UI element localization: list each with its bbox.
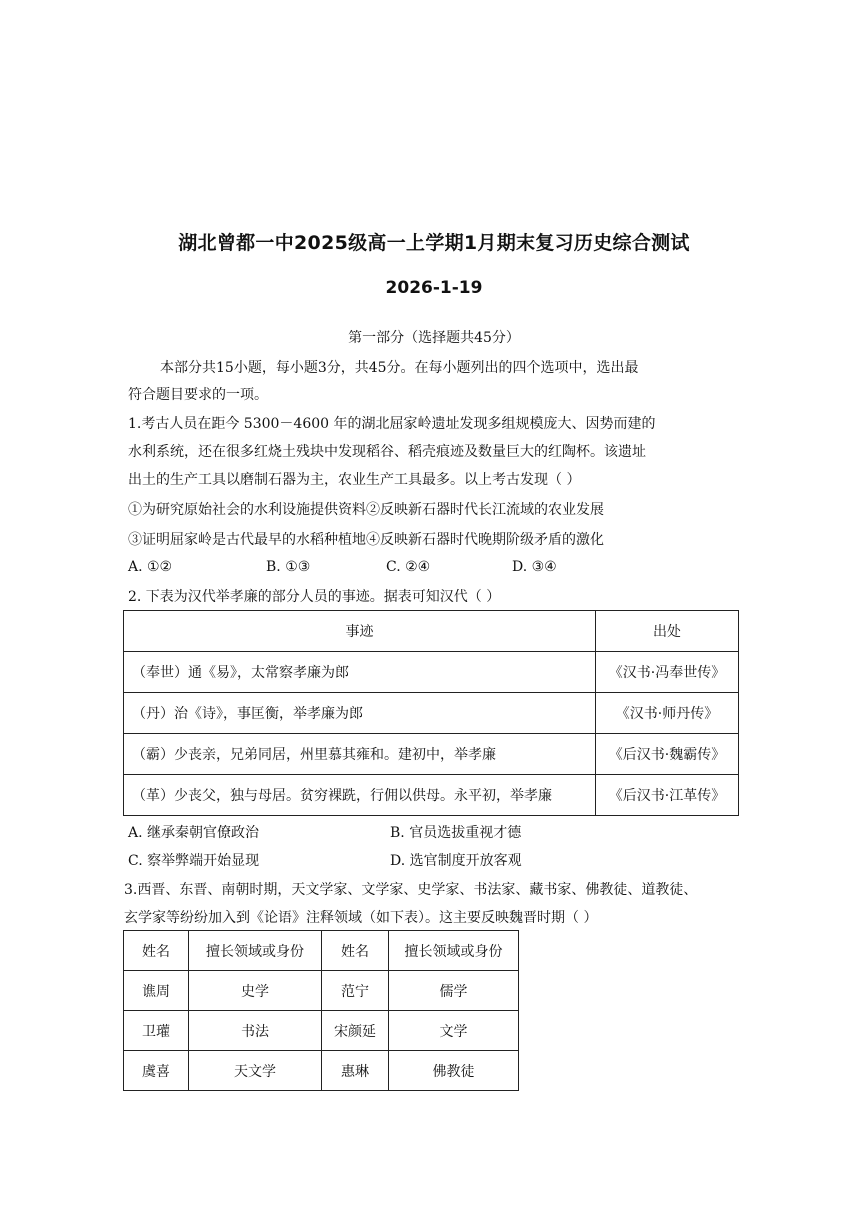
q2-stem: 2. 下表为汉代举孝廉的部分人员的事迹。据表可知汉代（ ）	[128, 589, 501, 605]
table-cell: 宋颜延	[322, 1011, 389, 1051]
q1-statement: ③证明屈家岭是古代最早的水稻种植地④反映新石器时代晚期阶级矛盾的激化	[128, 532, 604, 548]
table-row	[124, 693, 739, 734]
table-cell: 范宁	[322, 971, 389, 1011]
q2-option-d[interactable]: D. 选官制度开放客观	[390, 853, 522, 869]
table-cell: 谯周	[124, 971, 189, 1011]
table-row	[124, 734, 739, 775]
q3-stem-line: 玄学家等纷纷加入到《论语》注释领域（如下表）。这主要反映魏晋时期（ ）	[124, 910, 598, 926]
table-cell: 文学	[389, 1011, 519, 1051]
q1-stem-line: 水利系统，还在很多红烧土残块中发现稻谷、稻壳痕迹及数量巨大的红陶杯。该遗址	[128, 444, 646, 460]
table-row	[124, 775, 739, 816]
table-cell: （革）少丧父，独与母居。贫穷裸跣，行佣以供母。永平初，举孝廉	[124, 775, 596, 816]
table-cell: （霸）少丧亲，兄弟同居，州里慕其雍和。建初中，举孝廉	[124, 734, 596, 775]
q3-stem-line: 3.西晋、东晋、南朝时期，天文学家、文学家、史学家、书法家、藏书家、佛教徒、道教徒、	[124, 882, 698, 898]
table-header-row	[124, 611, 739, 652]
table-cell: 《后汉书·江革传》	[596, 775, 739, 816]
table-cell: 儒学	[389, 971, 519, 1011]
table-row	[124, 971, 519, 1011]
q2-option-a[interactable]: A. 继承秦朝官僚政治	[128, 825, 260, 841]
table-cell: 卫瓘	[124, 1011, 189, 1051]
q1-option-c[interactable]: C. ②④	[386, 559, 431, 575]
table-cell: 佛教徒	[389, 1051, 519, 1091]
q1-stem-line: 出土的生产工具以磨制石器为主，农业生产工具最多。以上考古发现（ ）	[128, 472, 581, 488]
table-header-cell: 姓名	[322, 931, 389, 971]
table-row	[124, 1051, 519, 1091]
table-header-cell: 擅长领域或身份	[389, 931, 519, 971]
table-row	[124, 1011, 519, 1051]
table-cell: 虞喜	[124, 1051, 189, 1091]
q1-stem-line: 1.考古人员在距今 5300－4600 年的湖北屈家岭遗址发现多组规模庞大、因势而建的	[128, 416, 656, 432]
table-cell: 书法	[189, 1011, 322, 1051]
table-cell: 史学	[189, 971, 322, 1011]
q1-option-b[interactable]: B. ①③	[266, 559, 311, 575]
section-heading: 第一部分（选择题共45分）	[348, 330, 520, 346]
q1-option-d[interactable]: D. ③④	[512, 559, 557, 575]
table-header-cell: 出处	[596, 611, 739, 652]
table-header-cell: 事迹	[124, 611, 596, 652]
table-cell: 天文学	[189, 1051, 322, 1091]
q2-table	[123, 610, 739, 816]
exam-date: 2026-1-19	[385, 278, 483, 298]
q2-option-c[interactable]: C. 察举弊端开始显现	[128, 853, 260, 869]
table-cell: （奉世）通《易》，太常察孝廉为郎	[124, 652, 596, 693]
table-cell: （丹）治《诗》，事匡衡，举孝廉为郎	[124, 693, 596, 734]
instructions-line: 符合题目要求的一项。	[128, 387, 268, 403]
table-header-cell: 擅长领域或身份	[189, 931, 322, 971]
table-cell: 《后汉书·魏霸传》	[596, 734, 739, 775]
table-cell: 《汉书·师丹传》	[596, 693, 739, 734]
q2-option-b[interactable]: B. 官员选拔重视才德	[390, 825, 522, 841]
table-cell: 惠琳	[322, 1051, 389, 1091]
table-row	[124, 652, 739, 693]
page-title: 湖北曾都一中2025级高一上学期1月期末复习历史综合测试	[178, 232, 690, 254]
table-cell: 《汉书·冯奉世传》	[596, 652, 739, 693]
q3-table	[123, 930, 519, 1091]
table-header-row	[124, 931, 519, 971]
q1-statement: ①为研究原始社会的水利设施提供资料②反映新石器时代长江流域的农业发展	[128, 502, 604, 518]
q1-option-a[interactable]: A. ①②	[128, 559, 173, 575]
table-header-cell: 姓名	[124, 931, 189, 971]
instructions-line: 本部分共15小题，每小题3分，共45分。在每小题列出的四个选项中，选出最	[160, 360, 639, 376]
